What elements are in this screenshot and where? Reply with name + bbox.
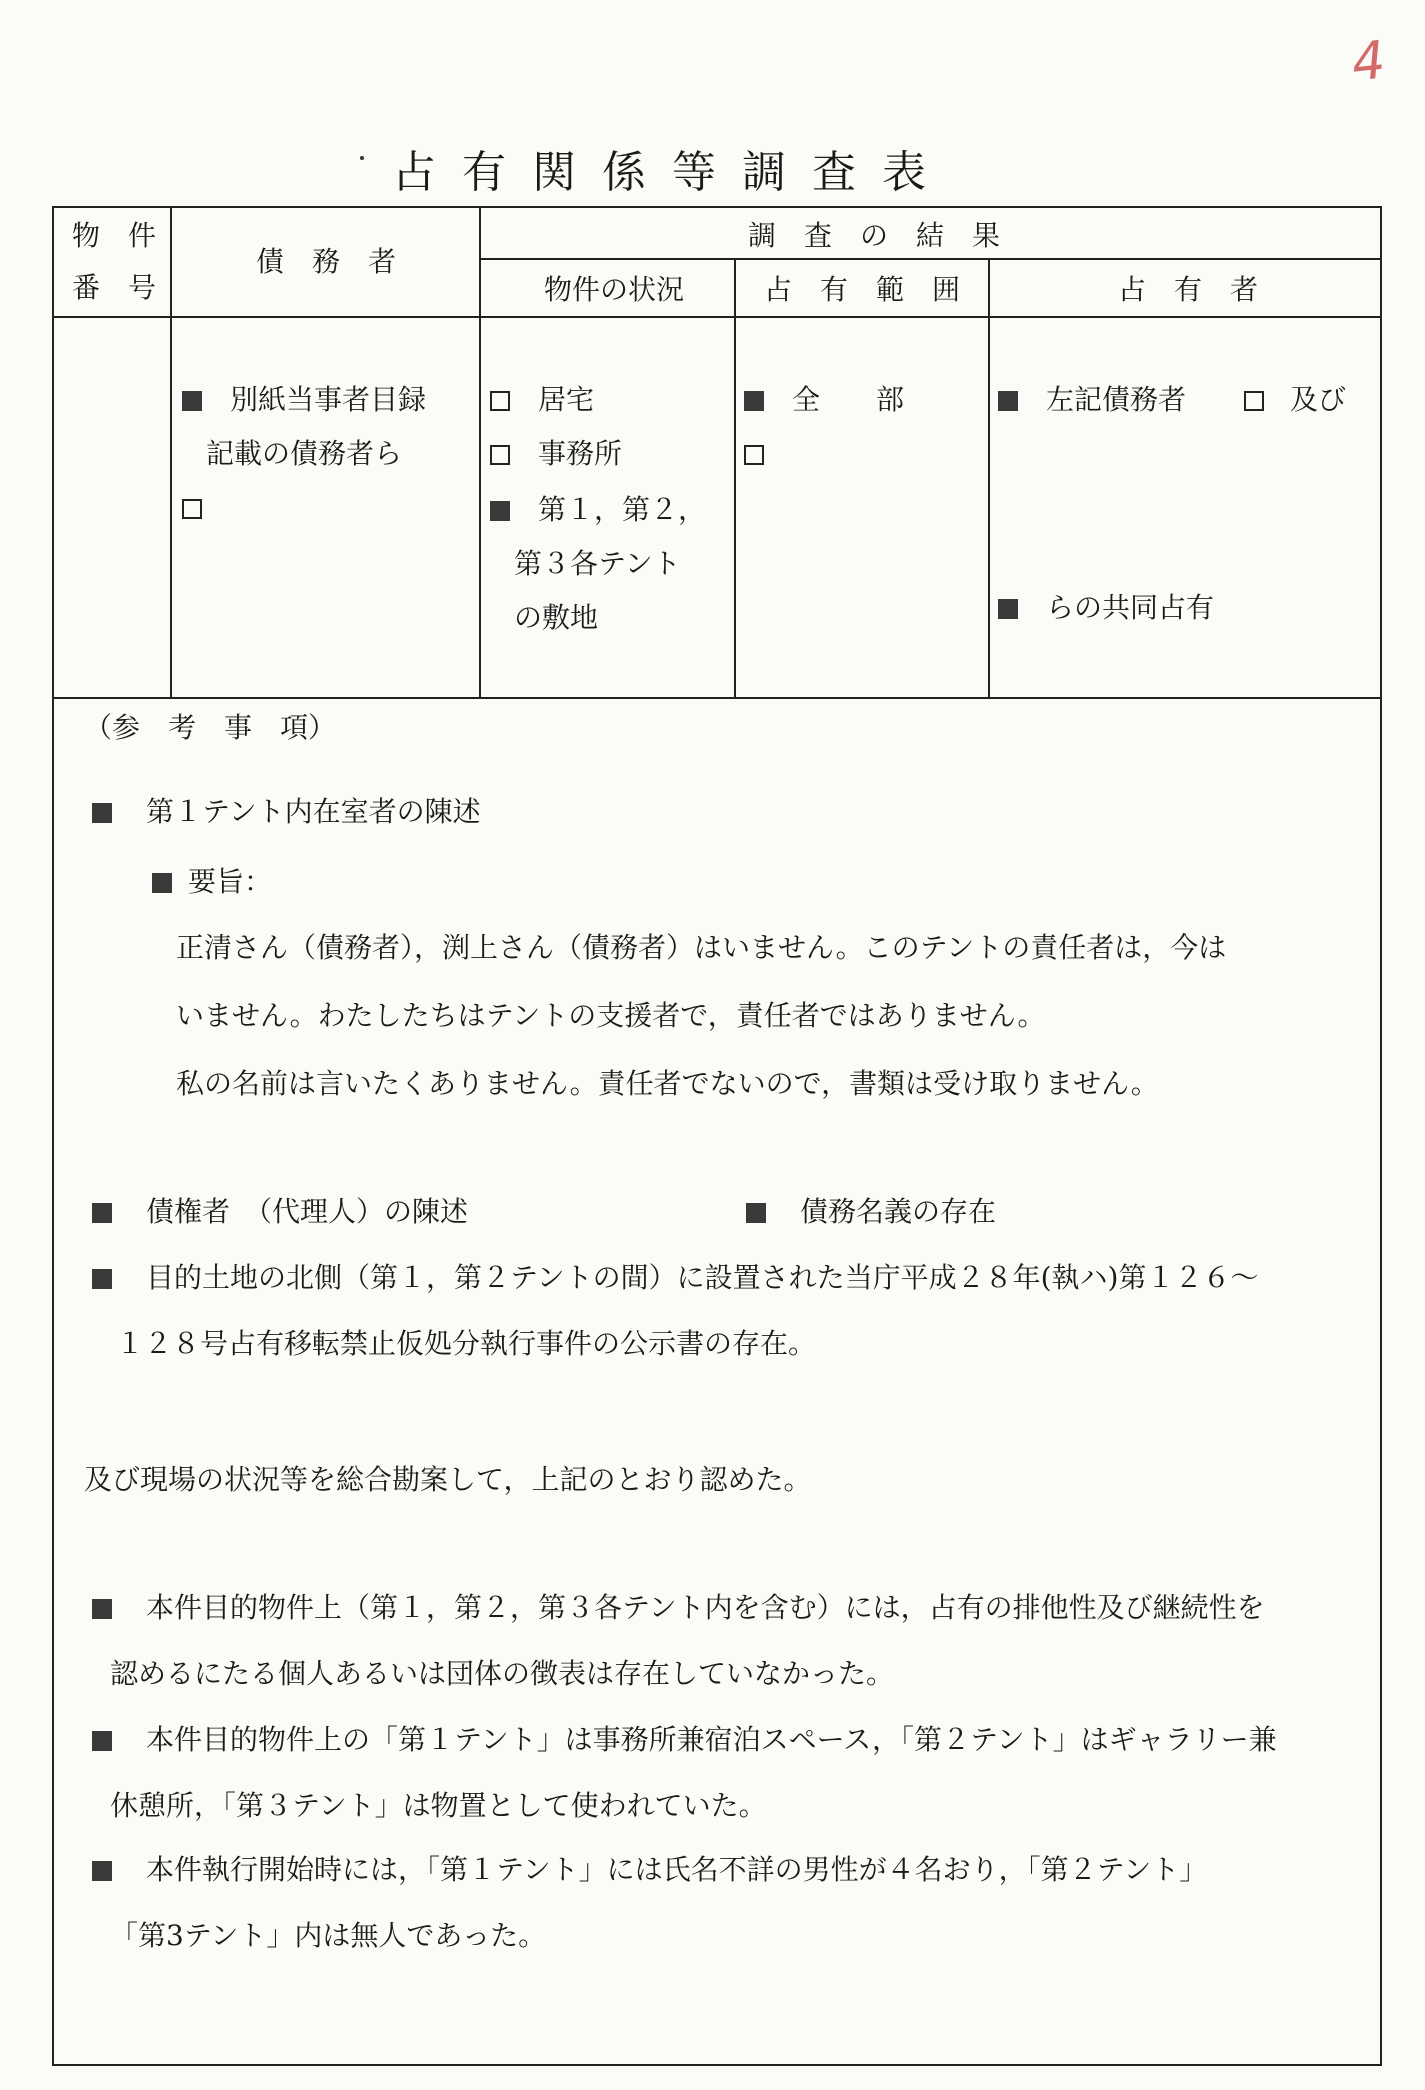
note-statement-tent1: 第１テント内在室者の陳述 (92, 790, 481, 830)
checkbox-empty (744, 445, 764, 465)
status-option-tents-cont-2: の敷地 (514, 601, 599, 634)
scope-option-2 (744, 436, 792, 471)
checkbox-checked (998, 391, 1018, 411)
header-occupant: 占 有 者 (1118, 273, 1259, 306)
header-debtor: 債 務 者 (256, 245, 397, 278)
bullet-square-icon (746, 1203, 766, 1223)
document-title: 占有関係等調査表 (392, 147, 952, 198)
scope-option-all: 全 部 (744, 382, 904, 417)
note-tent-usage-line-1: 本件目的物件上の「第１テント」は事務所兼宿泊スペース，「第２テント」はギャラリー兼 (92, 1718, 1277, 1758)
bullet-square-icon (92, 1731, 112, 1751)
status-option-tents-cont-1: 第３各テント (514, 547, 681, 580)
status-option-residence: 居宅 (490, 382, 594, 417)
bullet-square-icon (92, 1599, 112, 1619)
checkbox-checked (998, 599, 1018, 619)
note-creditor-statement: 債権者 （代理人）の陳述 (92, 1190, 468, 1230)
header-status: 物件の状況 (544, 273, 685, 306)
note-execution-start-line-2: 「第3テント」内は無人であった。 (110, 1919, 547, 1952)
debtor-option-1: 別紙当事者目録 (182, 382, 426, 417)
note-summary-line-3: 私の名前は言いたくありません。責任者でないので，書類は受け取りません。 (176, 1067, 1159, 1100)
bullet-square-icon (92, 1269, 112, 1289)
debtor-option-1-cont: 記載の債務者ら (206, 437, 403, 470)
status-option-office: 事務所 (490, 436, 622, 471)
note-summary-line-2: いません。わたしたちはテントの支援者で，責任者ではありません。 (176, 999, 1046, 1032)
header-scope: 占 有 範 囲 (764, 273, 961, 306)
checkbox-empty (182, 499, 202, 519)
bullet-square-icon (92, 1861, 112, 1881)
bullet-square-icon (92, 803, 112, 823)
note-exclusivity-line-2: 認めるにたる個人あるいは団体の徴表は存在していなかった。 (110, 1657, 895, 1690)
note-public-notice-line-1: 目的土地の北側（第１，第２テントの間）に設置された当庁平成２８年(執ハ)第１２６～ (92, 1256, 1258, 1296)
stray-mark (360, 156, 364, 160)
checkbox-checked (490, 501, 510, 521)
note-tent-usage-line-2: 休憩所，「第３テント」は物置として使われていた。 (110, 1789, 767, 1822)
note-exclusivity-line-1: 本件目的物件上（第１，第２，第３各テント内を含む）には，占有の排他性及び継続性を (92, 1586, 1265, 1626)
note-summary-line-1: 正清さん（債務者），渕上さん（債務者）はいません。このテントの責任者は，今は (176, 931, 1227, 964)
checkbox-checked (744, 391, 764, 411)
header-property-no-2: 番 号 (72, 271, 157, 304)
col-divider-4 (988, 258, 990, 698)
note-execution-start-line-1: 本件執行開始時には，「第１テント」には氏名不詳の男性が４名おり，「第２テント」 (92, 1848, 1207, 1888)
checkbox-checked (182, 391, 202, 411)
header-divider-result (480, 258, 1380, 260)
checkbox-empty (490, 445, 510, 465)
occupant-option-and: 及び (1244, 382, 1346, 417)
header-result: 調 査 の 結 果 (748, 219, 1001, 252)
debtor-option-2 (182, 490, 230, 525)
col-divider-3 (734, 258, 736, 698)
col-divider-1 (170, 206, 172, 698)
occupant-option-debtor: 左記債務者 (998, 382, 1186, 417)
checkbox-empty (1244, 391, 1264, 411)
note-summary-label: 要旨： (152, 860, 272, 900)
occupant-option-joint: らの共同占有 (998, 590, 1214, 625)
page-number: 4 (1348, 30, 1389, 94)
bullet-square-icon (152, 873, 172, 893)
col-divider-2 (479, 206, 481, 698)
status-option-tents: 第１，第２， (490, 492, 706, 527)
bullet-square-icon (92, 1203, 112, 1223)
note-public-notice-line-2: １２８号占有移転禁止仮処分執行事件の公示書の存在。 (116, 1327, 817, 1360)
header-property-no-1: 物 件 (72, 219, 157, 252)
checkbox-empty (490, 391, 510, 411)
row-divider (52, 697, 1382, 699)
note-title-of-debt: 債務名義の存在 (746, 1190, 996, 1230)
header-divider (52, 316, 1382, 318)
notes-heading: （参 考 事 項） (84, 711, 337, 744)
note-conclusion: 及び現場の状況等を総合勘案して，上記のとおり認めた。 (84, 1463, 812, 1496)
